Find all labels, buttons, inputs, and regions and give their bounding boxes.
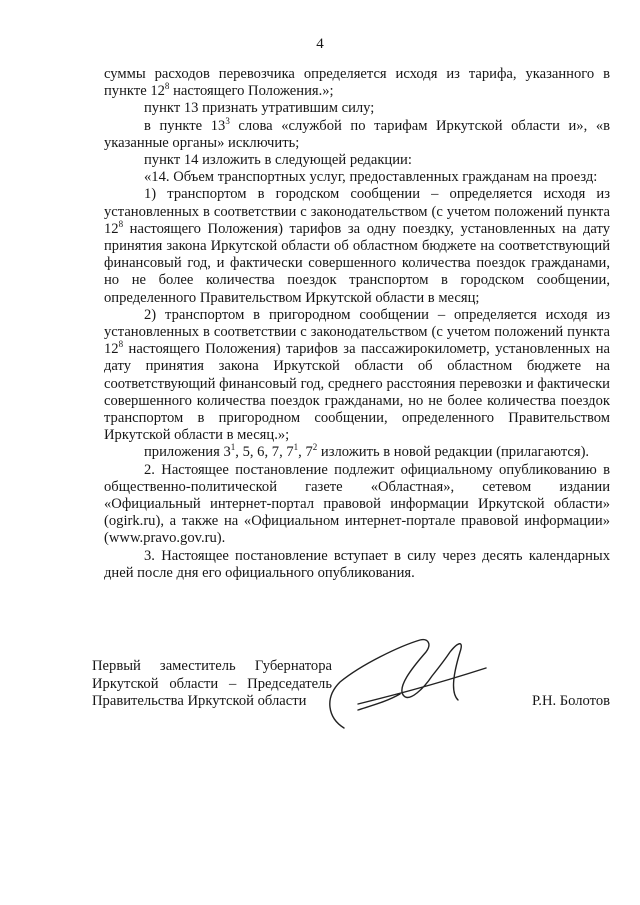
superscript: 1: [230, 442, 236, 453]
paragraph-10: 3. Настоящее постановление вступает в силу через десять календарных дней после дня его официального опубликования.: [104, 547, 610, 581]
paragraph-5: «14. Объем транспортных услуг, предоставленных гражданам на проезд:: [144, 169, 598, 186]
text-run: настоящего Положения) тарифов за пассажирокилометр, установленных на дату принятия закона Иркутской области об областном бюджете на соответствующий финансовый год, среднего расстояния перевозки и фактически совершенного количества поездок гражданами, но не более количества поездок транспортом в пригородном сообщении, определенного Правительством Иркутской области в месяц.»;: [104, 341, 610, 444]
text-run: настоящего Положения) тарифов за одну поездку, установленных на дату принятия закона Иркутской области об областном бюджете на соответствующий финансовый год, и фактически совершенного количества поездок гражданами, но не более количества поездок транспортом в городском сообщении, определенного Правительством Иркутской области в месяц;: [104, 220, 610, 306]
page-number: 4: [316, 36, 324, 52]
paragraph-6: [104, 186, 610, 306]
text-run: изложить в новой редакции (прилагаются).: [317, 444, 590, 461]
superscript: 1: [293, 442, 299, 453]
paragraph-2: пункт 13 признать утратившим силу;: [144, 100, 375, 117]
superscript: 3: [225, 115, 230, 126]
text-run: слова «службой по тарифам Иркутской области и», «в указанные органы» исключить;: [104, 117, 611, 151]
paragraph-7: [104, 307, 610, 445]
paragraph-1: [104, 66, 610, 100]
signatory-role: [92, 658, 332, 711]
text-run: в пункте 13: [144, 117, 226, 134]
paragraph-3: [104, 115, 611, 152]
text-run: 1) транспортом в городском сообщении – определяется исходя из установленных в соответствии с законодательством (с учетом положений пункта 12: [104, 186, 610, 237]
text-run: 2) транспортом в пригородном сообщении – определяется исходя из установленных в соответствии с законодательством (с учетом положений пункта 12: [104, 306, 610, 358]
text-run: приложения 3: [144, 444, 231, 461]
paragraph-9: 2. Настоящее постановление подлежит официальному опубликованию в общественно-политической газете «Областная», сетевом издании «Официальный интернет-портал правовой информации Иркутской области» (ogirk.ru), а также на «Официальном интернет-портале правовой информации» (www.pravo.gov.ru).: [104, 461, 610, 547]
text-run: , 5, 6, 7, 7: [235, 444, 294, 461]
text-run: настоящего Положения.»;: [169, 83, 334, 100]
text-run: , 7: [298, 444, 313, 461]
text-run: суммы расходов перевозчика определяется исходя из тарифа, указанного в пункте 12: [104, 66, 610, 100]
superscript: 8: [164, 81, 170, 92]
signature-block: [92, 658, 612, 711]
role-line: Первый заместитель Губернатора: [92, 658, 332, 674]
role-line: Правительства Иркутской области: [92, 693, 307, 709]
paragraph-4: пункт 14 изложить в следующей редакции:: [144, 152, 412, 169]
superscript: 8: [118, 218, 124, 229]
superscript: 2: [312, 442, 318, 453]
paragraph-8: [104, 444, 610, 461]
role-line: Иркутской области – Председатель: [92, 675, 332, 692]
superscript: 8: [118, 339, 124, 350]
signatory-name: Р.Н. Болотов: [532, 693, 611, 709]
document-body: [104, 66, 610, 582]
